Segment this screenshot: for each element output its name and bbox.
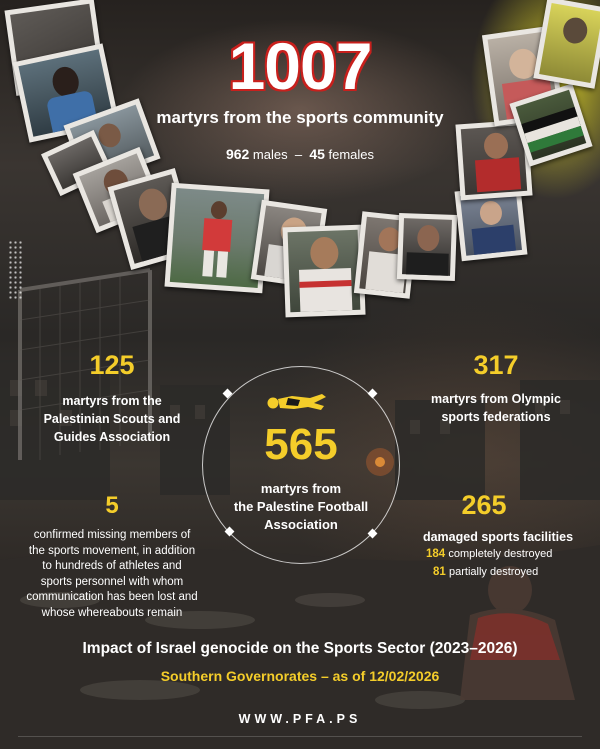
completely-destroyed-row bbox=[426, 548, 552, 560]
females-label: females bbox=[328, 147, 375, 162]
fallen-player-icon bbox=[264, 390, 332, 416]
males-label: males bbox=[252, 147, 288, 162]
decorative-dot-grid bbox=[8, 240, 24, 300]
missing-members-label bbox=[12, 528, 212, 621]
scouts-martyrs-label bbox=[22, 392, 202, 446]
missing-label-line: whose whereabouts remain bbox=[41, 606, 183, 619]
males-count: 962 bbox=[225, 146, 250, 162]
gender-breakdown bbox=[0, 146, 600, 162]
partially-destroyed-label: partially destroyed bbox=[449, 566, 539, 578]
partially-destroyed-row bbox=[433, 566, 538, 578]
olympic-label-line: sports federations bbox=[441, 410, 551, 424]
football-martyrs-label bbox=[202, 480, 400, 534]
olympic-label-line: martyrs from Olympic bbox=[431, 392, 561, 406]
missing-label-line: sports personnel with whom bbox=[40, 575, 184, 588]
scouts-martyrs-number: 125 bbox=[89, 350, 135, 380]
football-label-line: the Palestine Football bbox=[233, 499, 369, 514]
missing-members-number: 5 bbox=[105, 492, 119, 519]
females-count: 45 bbox=[309, 146, 325, 162]
football-martyrs-number: 565 bbox=[264, 420, 338, 469]
missing-label-line: confirmed missing members of bbox=[33, 529, 191, 541]
damaged-facilities-number: 265 bbox=[461, 490, 507, 520]
athlete-photo bbox=[397, 213, 457, 281]
athlete-photo bbox=[282, 225, 365, 318]
total-martyrs-number: 1007 bbox=[228, 29, 372, 103]
footer-title: Impact of Israel genocide on the Sports Sector (2023–2026) bbox=[82, 640, 518, 657]
footer-subtitle: Southern Governorates – as of 12/02/2026 bbox=[160, 668, 440, 684]
gender-separator: – bbox=[294, 147, 303, 162]
total-martyrs-label: martyrs from the sports community bbox=[156, 108, 444, 127]
partially-destroyed-count: 81 bbox=[433, 566, 446, 578]
scouts-label-line: Palestinian Scouts and bbox=[43, 412, 181, 426]
scouts-label-line: martyrs from the bbox=[62, 394, 162, 408]
completely-destroyed-count: 184 bbox=[426, 548, 446, 560]
football-label-line: martyrs from bbox=[260, 481, 342, 496]
football-label-line: Association bbox=[264, 517, 338, 532]
olympic-martyrs-label bbox=[410, 390, 582, 426]
website-url: WWW.PFA.PS bbox=[238, 712, 362, 726]
damaged-facilities-label: damaged sports facilities bbox=[422, 530, 574, 544]
olympic-martyrs-number: 317 bbox=[473, 350, 519, 380]
missing-label-line: the sports movement, in addition bbox=[28, 544, 196, 557]
missing-label-line: communication has been lost and bbox=[26, 591, 198, 603]
missing-label-line: to hundreds of athletes and bbox=[42, 560, 182, 572]
completely-destroyed-label: completely destroyed bbox=[448, 548, 553, 560]
scouts-label-line: Guides Association bbox=[53, 430, 171, 444]
